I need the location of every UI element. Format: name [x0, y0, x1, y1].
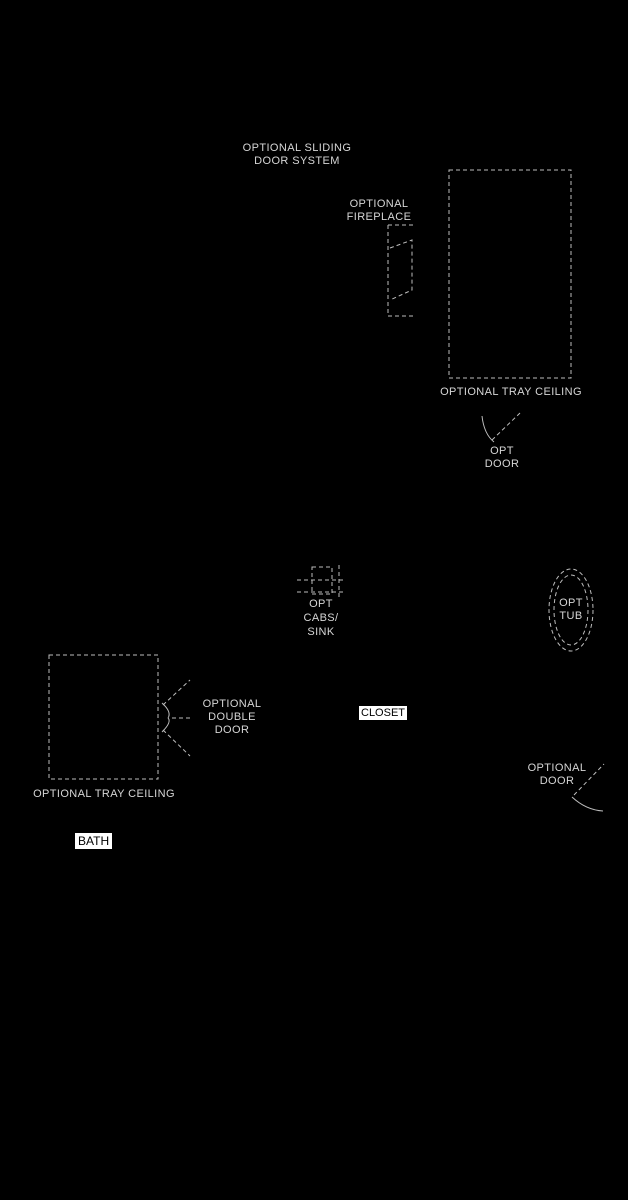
- cabs-sink-outline: [297, 565, 344, 598]
- sliding-door-label: OPTIONAL SLIDING DOOR SYSTEM: [242, 142, 352, 167]
- double-door-label: OPTIONAL DOUBLE DOOR: [202, 698, 262, 736]
- fireplace-label: OPTIONAL FIREPLACE: [346, 198, 412, 223]
- optional-door-right-label: OPTIONAL DOOR: [527, 762, 587, 787]
- tub-label: OPT TUB: [559, 597, 583, 622]
- bath-room-tag: BATH: [75, 833, 112, 849]
- opt-door-top-label: OPT DOOR: [484, 445, 520, 470]
- cabs-sink-label: OPT CABS/ SINK: [303, 598, 339, 638]
- tray-ceiling-bottom-outline: [49, 655, 158, 779]
- tray-ceiling-top-label: OPTIONAL TRAY CEILING: [440, 386, 582, 398]
- fireplace-outline: [388, 225, 414, 316]
- closet-room-tag: CLOSET: [361, 707, 406, 719]
- opt-door-top-swing: [482, 413, 520, 442]
- tray-ceiling-top-outline: [449, 170, 571, 378]
- tray-ceiling-bottom-label: OPTIONAL TRAY CEILING: [33, 788, 175, 800]
- double-door-swing: [162, 680, 190, 756]
